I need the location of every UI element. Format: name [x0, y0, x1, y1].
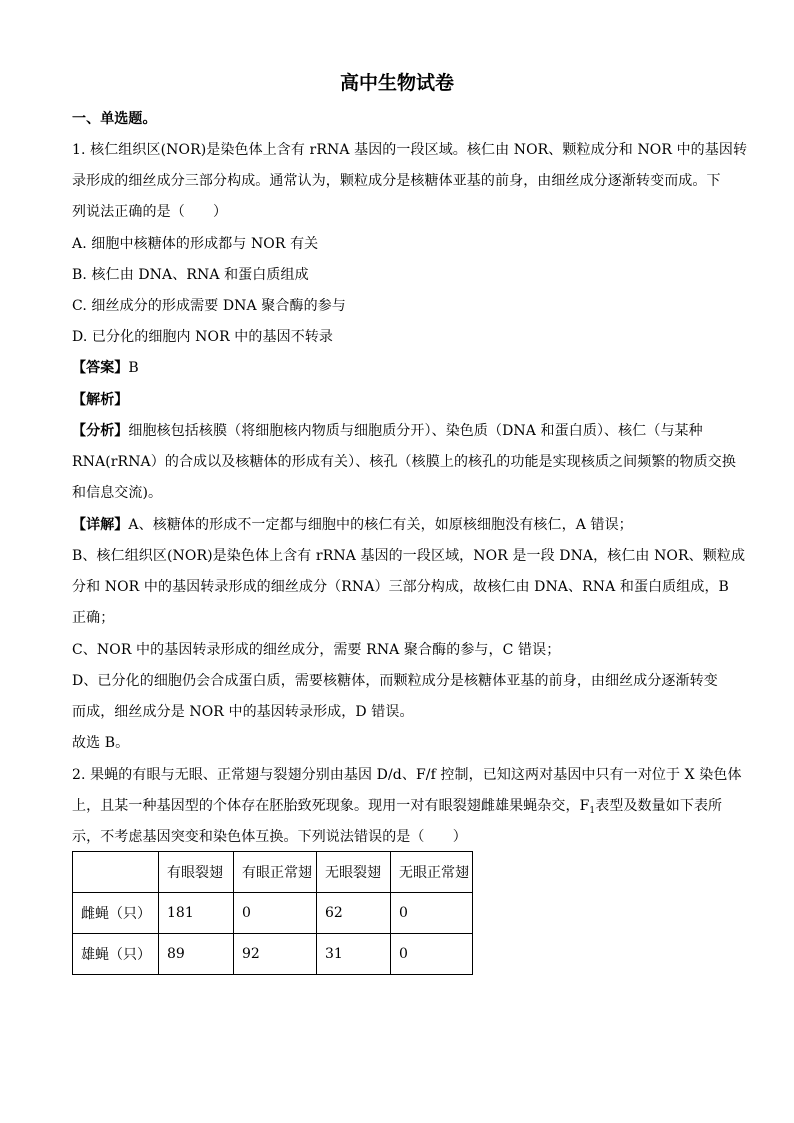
- fenxi-line-3: 和信息交流)。: [72, 485, 163, 501]
- answer-value: B: [128, 360, 139, 376]
- table-cell: 雌蝇（只）: [73, 893, 159, 934]
- phenotype-table: [72, 851, 473, 975]
- table-cell: 31: [317, 934, 391, 975]
- q1-option-c: C. 细丝成分的形成需要 DNA 聚合酶的参与: [72, 298, 346, 314]
- table-header-cell: 无眼裂翅: [317, 852, 391, 893]
- q2-stem-line-1: 2. 果蝇的有眼与无眼、正常翅与裂翅分别由基因 D/d、F/f 控制，已知这两对基因中只有一对位于 X 染色体: [72, 767, 742, 783]
- xiangjie-line-7: 而成，细丝成分是 NOR 中的基因转录形成，D 错误。: [72, 704, 414, 720]
- xiangjie-line-1: [72, 516, 633, 534]
- fenxi-label: 【分析】: [72, 423, 129, 439]
- q1-option-b: B. 核仁由 DNA、RNA 和蛋白质组成: [72, 267, 309, 283]
- table-cell: 0: [234, 893, 317, 934]
- xiangjie-line-3: 分和 NOR 中的基因转录形成的细丝成分（RNA）三部分构成，故核仁由 DNA、RNA 和蛋白质组成，B: [72, 579, 729, 595]
- table-cell: 92: [234, 934, 317, 975]
- answer-label: 【答案】: [72, 360, 129, 376]
- f1-subscript: 1: [589, 806, 596, 816]
- table-cell: 0: [391, 893, 473, 934]
- table-row: [73, 893, 473, 934]
- table-cell: 89: [159, 934, 234, 975]
- xiangjie-line-2: B、核仁组织区(NOR)是染色体上含有 rRNA 基因的一段区域，NOR 是一段 DNA，核仁由 NOR、颗粒成: [72, 548, 746, 564]
- page-title: 高中生物试卷: [339, 72, 454, 94]
- xiangjie-label: 【详解】: [72, 517, 129, 533]
- table-cell: 62: [317, 893, 391, 934]
- table-header-cell: [73, 852, 159, 893]
- q2-line2-end: 表型及数量如下表所: [595, 798, 723, 814]
- analysis-label: 【解析】: [72, 392, 129, 408]
- table-header-cell: 有眼裂翅: [159, 852, 234, 893]
- table-row: [73, 934, 473, 975]
- table-cell: 0: [391, 934, 473, 975]
- fenxi-line-2: RNA(rRNA）的合成以及核糖体的形成有关）、核孔（核膜上的核孔的功能是实现核质之间频繁的物质交换: [72, 454, 736, 470]
- q2-line2-text: 上，且某一种基因型的个体存在胚胎致死现象。现用一对有眼裂翅雌雄果蝇杂交，F: [72, 798, 590, 814]
- fenxi-text-1: 细胞核包括核膜（将细胞核内物质与细胞质分开）、染色质（DNA 和蛋白质）、核仁（与某种: [128, 423, 703, 439]
- section-heading: 一、单选题。: [72, 111, 157, 127]
- q1-stem-line-2: 录形成的细丝成分三部分构成。通常认为，颗粒成分是核糖体亚基的前身，由细丝成分逐渐转变而成。下: [72, 173, 721, 189]
- xiangjie-line-6: D、已分化的细胞仍会合成蛋白质，需要核糖体，而颗粒成分是核糖体亚基的前身，由细丝成分逐渐转变: [72, 673, 718, 689]
- q2-stem-line-2: [72, 797, 722, 820]
- q1-option-a: A. 细胞中核糖体的形成都与 NOR 有关: [72, 236, 319, 252]
- table-header-row: [73, 852, 473, 893]
- q1-stem-line-1: 1. 核仁组织区(NOR)是染色体上含有 rRNA 基因的一段区域。核仁由 NOR、颗粒成分和 NOR 中的基因转: [72, 142, 748, 158]
- table-cell: 181: [159, 893, 234, 934]
- table-header-cell: 无眼正常翅: [391, 852, 473, 893]
- q1-stem-line-3: 列说法正确的是（ ）: [72, 204, 228, 220]
- table-header-cell: 有眼正常翅: [234, 852, 317, 893]
- table-cell: 雄蝇（只）: [73, 934, 159, 975]
- fenxi-line-1: [72, 422, 703, 440]
- q2-stem-line-3: 示，不考虑基因突变和染色体互换。下列说法错误的是（ ）: [72, 829, 467, 845]
- xiangjie-line-5: C、NOR 中的基因转录形成的细丝成分，需要 RNA 聚合酶的参与，C 错误；: [72, 642, 561, 658]
- q1-option-d: D. 已分化的细胞内 NOR 中的基因不转录: [72, 329, 333, 345]
- q1-answer: [72, 359, 139, 377]
- xiangjie-line-4: 正确；: [72, 610, 115, 626]
- xiangjie-line-8: 故选 B。: [72, 735, 130, 751]
- xiangjie-text-1: A、核糖体的形成不一定都与细胞中的核仁有关，如原核细胞没有核仁，A 错误；: [128, 517, 633, 533]
